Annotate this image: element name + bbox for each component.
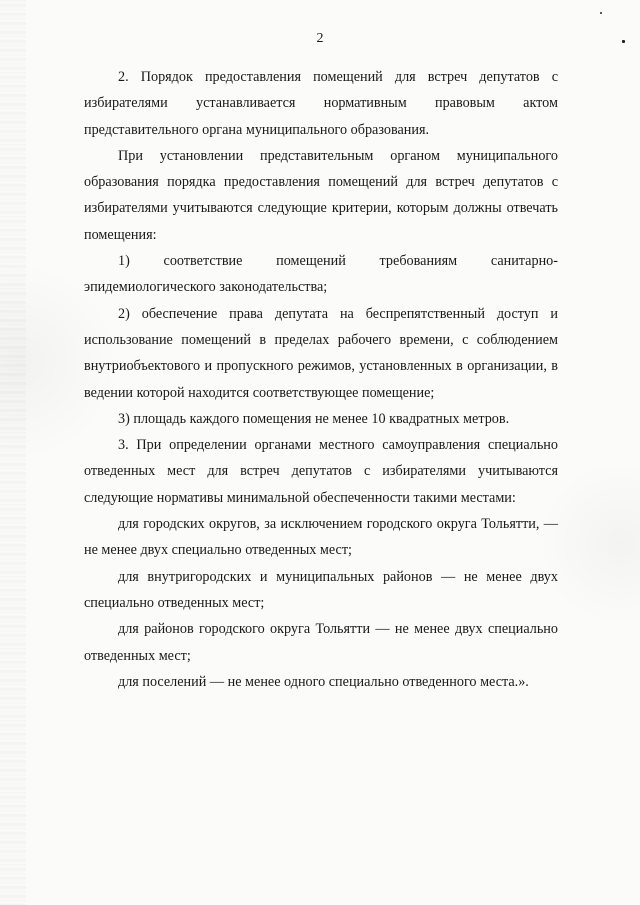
paragraph-criteria-intro: При установлении представительным органом муниципального образования порядка предоставления помещений для встреч депутатов с избирателями учитываются следующие критерии, которым должны отвечать помещения: — [84, 147, 558, 243]
paragraph-norm-city-districts: для городских округов, за исключением городского округа Тольятти, — не менее двух специально отведенных мест; — [84, 516, 558, 559]
paragraph-norm-togliatti-districts: для районов городского округа Тольятти — не менее двух специально отведенных мест; — [84, 621, 558, 664]
document-body — [84, 64, 558, 695]
paragraph-criterion-2: 2) обеспечение права депутата на беспрепятственный доступ и использование помещений в пределах рабочего времени, с соблюдением внутриобъектового и пропускного режимов, установленных в организации, в ведении которой находится соответствующее помещение; — [84, 305, 558, 401]
paragraph-criterion-3: 3) площадь каждого помещения не менее 10 квадратных метров. — [118, 410, 510, 427]
paragraph-norms-intro: 3. При определении органами местного самоуправления специально отведенных мест для встреч депутатов с избирателями учитываются следующие нормативы минимальной обеспеченности такими местами: — [84, 437, 558, 506]
paragraph-premises-order: 2. Порядок предоставления помещений для встреч депутатов с избирателями устанавливается нормативным правовым актом представительного органа муниципального образования. — [84, 69, 558, 138]
scan-speck — [600, 12, 602, 14]
paragraph-criterion-1: 1) соответствие помещений требованиям санитарно-эпидемиологического законодательства; — [84, 253, 558, 296]
paragraph-norm-settlements: для поселений — не менее одного специально отведенного места.». — [118, 673, 529, 690]
page-number: 2 — [316, 31, 324, 46]
paragraph-norm-municipal-districts: для внутригородских и муниципальных районов — не менее двух специально отведенных мест; — [84, 568, 558, 611]
scan-edge-noise — [0, 0, 26, 905]
